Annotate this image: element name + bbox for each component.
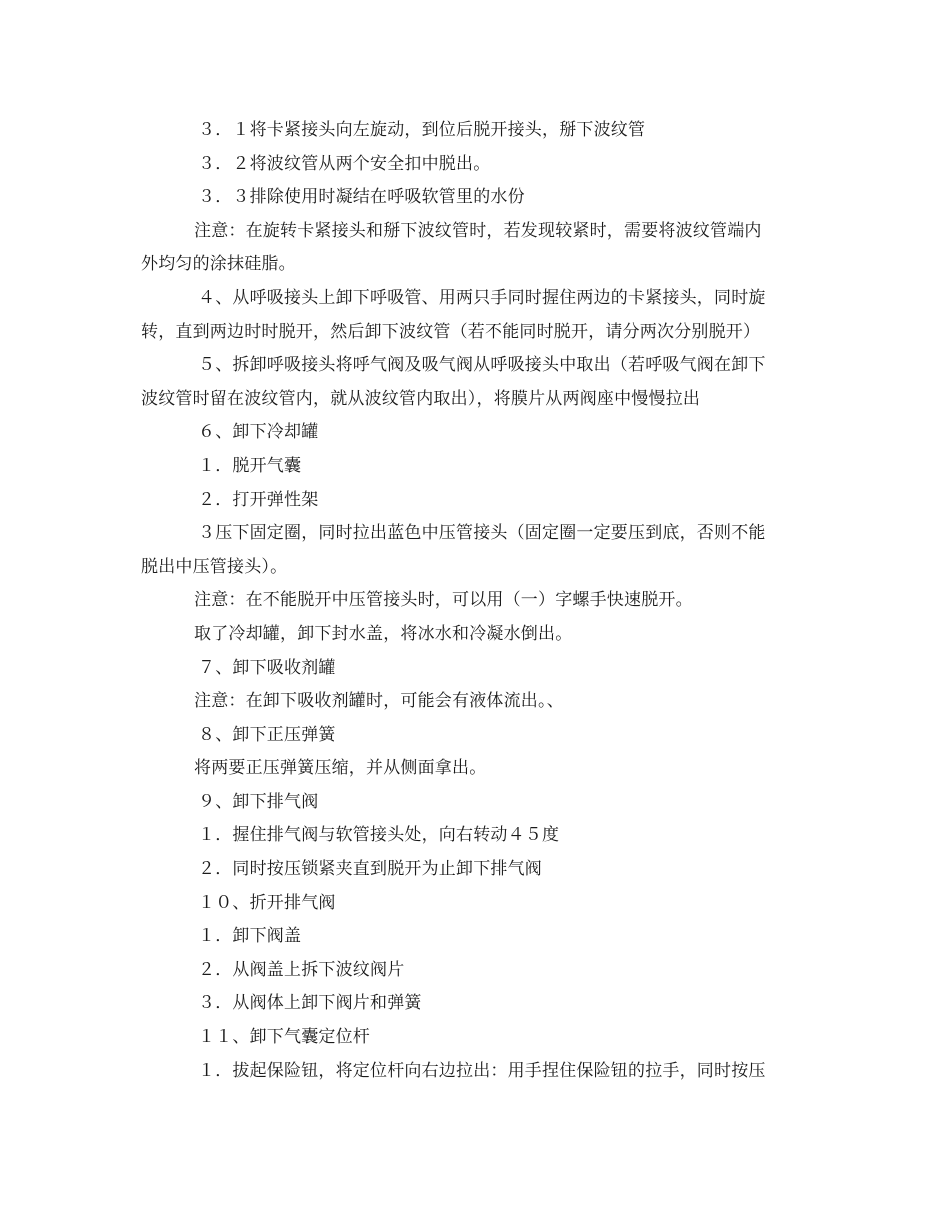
text-line: ２．打开弹性架 bbox=[198, 489, 319, 510]
text-line: １１、卸下气囊定位杆 bbox=[198, 1027, 370, 1048]
text-line: １．脱开气囊 bbox=[198, 455, 302, 476]
text-line: １０、折开排气阀 bbox=[198, 892, 336, 913]
text-line: ３．１将卡紧接头向左旋动，到位后脱开接头，掰下波纹管 bbox=[198, 120, 646, 140]
text-line: 取了冷却罐，卸下封水盖，将冰水和冷凝水倒出。 bbox=[194, 623, 573, 644]
document-body bbox=[141, 114, 813, 1088]
text-line: ３．从阀体上卸下阀片和弹簧 bbox=[198, 993, 422, 1014]
text-line: １．握住排气阀与软管接头处，向右转动４５度 bbox=[198, 825, 560, 846]
text-line: 脱出中压管接头）。 bbox=[141, 556, 288, 577]
text-line: ９、卸下排气阀 bbox=[198, 791, 319, 812]
text-line: ２．同时按压锁紧夹直到脱开为止卸下排气阀 bbox=[198, 859, 542, 880]
text-line: 将两要正压弹簧压缩，并从侧面拿出。 bbox=[194, 758, 487, 779]
text-line: ３．２将波纹管从两个安全扣中脱出。 bbox=[198, 153, 491, 174]
text-line: ６、卸下冷却罐 bbox=[198, 422, 319, 443]
text-line: 外均匀的涂抹硅脂。 bbox=[141, 254, 296, 275]
text-line: 注意：在卸下吸收剂罐时，可能会有液体流出。、 bbox=[194, 691, 564, 712]
text-line: ８、卸下正压弹簧 bbox=[198, 724, 336, 745]
text-line: 注意：在旋转卡紧接头和掰下波纹管时，若发现较紧时，需要将波纹管端内 bbox=[194, 220, 762, 241]
text-line: 注意：在不能脱开中压管接头时，可以用（一）字螺手快速脱开。 bbox=[194, 590, 693, 611]
text-line: １．卸下阀盖 bbox=[198, 926, 302, 947]
text-line: ３．３排除使用时凝结在呼吸软管里的水份 bbox=[198, 187, 525, 208]
text-line: ４、从呼吸接头上卸下呼吸管、用两只手同时握住两边的卡紧接头，同时旋 bbox=[198, 287, 766, 308]
text-line: ２．从阀盖上拆下波纹阀片 bbox=[198, 959, 405, 980]
text-line: 波纹管时留在波纹管内，就从波纹管内取出），将膜片从两阀座中慢慢拉出 bbox=[141, 388, 701, 409]
text-line: 转，直到两边时时脱开，然后卸下波纹管（若不能同时脱开，请分两次分别脱开） bbox=[141, 321, 761, 342]
text-line: ５、拆卸呼吸接头将呼气阀及吸气阀从呼吸接头中取出（若呼吸气阀在卸下 bbox=[198, 355, 766, 376]
text-line: ７、卸下吸收剂罐 bbox=[198, 657, 336, 678]
text-line: ３压下固定圈，同时拉出蓝色中压管接头（固定圈一定要压到底，否则不能 bbox=[198, 523, 766, 544]
text-line: １．拔起保险钮，将定位杆向右边拉出：用手捏住保险钮的拉手，同时按压 bbox=[198, 1060, 766, 1081]
